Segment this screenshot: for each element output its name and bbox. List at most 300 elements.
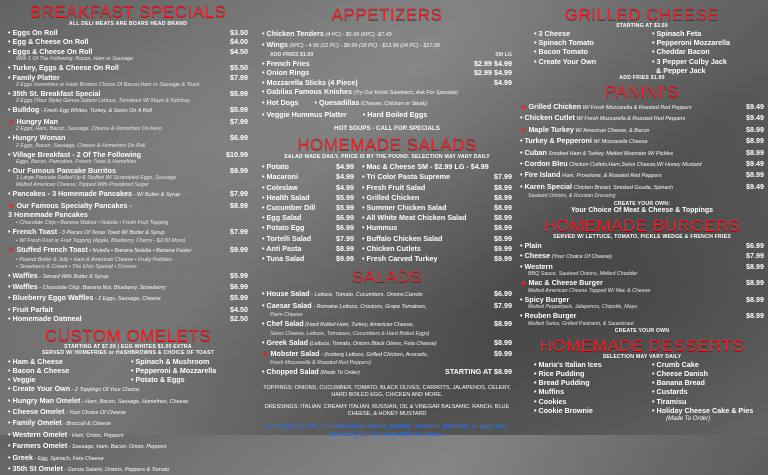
homemade-salad-item-name: • Grilled Chicken	[362, 192, 420, 202]
breakfast-item	[8, 166, 248, 175]
appetizer-item-label: • Mozzarella Sticks (4 Piece)	[262, 77, 358, 87]
panini-item-label: • Cuban	[520, 147, 547, 157]
dessert-item: • Banana Bread	[652, 378, 705, 388]
omelet-item	[8, 384, 248, 395]
homemade-salad-item	[362, 234, 512, 244]
breakfast-item-price: $2.50	[230, 314, 248, 324]
salad-item-label: Mobster Salad	[268, 348, 320, 358]
homemade-salad-item-price: $4.99	[336, 172, 354, 182]
grilled-cheese-item: • 3 Pepper Colby Jack	[652, 56, 727, 66]
homemade-salad-item-price: $6.99	[336, 213, 354, 223]
dessert-item: • Muffins	[534, 387, 565, 397]
breakfast-item	[8, 73, 248, 82]
homemade-salad-item	[262, 172, 354, 182]
homemade-salad-item	[362, 244, 512, 254]
panini-item-detail: Smoked Ham & Turkey, Melted Muenster W/ Pickles	[546, 150, 674, 157]
appetizer-desc-right: SM LG	[495, 51, 512, 58]
breakfast-item-name	[8, 117, 58, 126]
homemade-salad-item-name: • Fresh Fruit Salad	[362, 182, 426, 192]
breakfast-title: BREAKFAST SPECIALS	[29, 2, 227, 21]
toppings-note: TOPPINGS: ONIONS, CUCUMBER, TOMATO, BLACK OLIVES, CARROTS, JALAPENOS, CELERY, HARD BOILED EGG, CHICKEN AND MORE.	[263, 384, 511, 398]
panini-item-name	[520, 182, 673, 193]
omelet-item: • Pepperoni & Mozzarella	[131, 365, 217, 375]
breakfast-item-detail: - 2 Eggs, Sausage, Cheese	[93, 296, 161, 303]
omelet-item	[8, 396, 248, 407]
grilled-cheese-fries: ADD FRIES $1.99	[619, 75, 665, 82]
omelet-item: • Potato & Eggs	[131, 374, 185, 384]
homemade-salad-item-name: • Hummus	[362, 223, 398, 233]
homemade-salad-item	[262, 254, 354, 264]
salad-desc: Fresh Mozzarella & Roasted Red Peppers)	[270, 360, 371, 367]
panini-list	[520, 102, 764, 200]
breakfast-item-price: $4.50	[230, 46, 248, 56]
breakfast-item-label: • Family Platter	[8, 72, 60, 82]
burger-item-name	[520, 295, 569, 304]
homemade-salads-title: HOMEMADE SALADS	[297, 135, 477, 155]
salad-item	[262, 289, 512, 300]
breakfast-item-detail: - W/ Butter & Syrup	[131, 192, 180, 199]
panini-item-name	[520, 113, 685, 124]
panini-desc: Sauteed Onions, & Russian Dressing	[528, 193, 616, 200]
homemade-salad-item-name: • Cucumber Dill	[262, 203, 316, 213]
omelet-grid	[8, 357, 248, 385]
omelet-item-detail: - Ham, Bacon, Sausage, Homefries, Cheese	[80, 398, 189, 405]
breakfast-item-label: Our Famous Specialty Pancakes -	[14, 200, 132, 210]
omelet-item	[8, 441, 248, 452]
salad-item-detail: (Lettuce, Tomato, Onions Black Olives, Feta Cheese)	[308, 340, 437, 347]
salad-item	[262, 338, 512, 349]
breakfast-item-detail: - Chocolate Chip, Banana Nut, Blueberry, Strawberry	[37, 284, 166, 291]
burger-item-detail: (Your Choice Of Cheese)	[550, 253, 612, 260]
breakfast-item-name	[8, 28, 58, 37]
breakfast-item	[8, 63, 248, 72]
breakfast-item-name	[8, 271, 108, 282]
breakfast-item-label: • Eggs & Cheese On Roll	[8, 46, 93, 56]
omelet-item-detail: - 2 Toppings Of Your Choice.	[70, 387, 141, 394]
panini-item-name	[520, 136, 648, 147]
salad-item	[262, 349, 512, 360]
omelet-item-name	[8, 384, 141, 395]
appetizer-item-detail: (4 PC) - $5.99 (6PC) -$7.49	[323, 32, 392, 38]
burger-item-price: $8.99	[746, 311, 764, 321]
homemade-salad-item	[362, 254, 512, 264]
star-icon: ★	[520, 278, 527, 288]
omelets-sub1: STARTING AT $7.99 | EGG WHITES $1.00 EXTRA	[64, 343, 192, 350]
burger-item-label: • Reuben Burger	[520, 311, 577, 321]
breakfast-item-label: • French Toast	[8, 226, 58, 236]
breakfast-item-label: • 35th St. Breakfast Special	[8, 89, 101, 99]
homemade-salad-item-name: • Tortelli Salad	[262, 233, 312, 243]
homemade-salad-item-price: $9.99	[494, 254, 512, 264]
salad-desc: Parm Cheese	[270, 312, 303, 319]
omelets-sub2: SERVED W/ HOMEFRIES or HASHBROWNS & CHOICE OF TOAST	[41, 349, 215, 356]
homemade-salad-item	[362, 203, 512, 213]
dessert-grid	[520, 360, 764, 415]
breakfast-item	[8, 117, 248, 126]
breakfast-desc: 2 Eggs Homefries or Hash Browns Choice Of Bacon,Ham or Sausage & Toast	[16, 82, 200, 89]
homemade-salad-item-name: • Potato Egg	[262, 223, 305, 233]
breakfast-item	[8, 150, 248, 159]
omelet-item-detail: - Genoa Salami, Onions, Peppers & Tomato	[62, 466, 170, 473]
breakfast-desc: 2 Eggs (Your Style) Genoa Salami Lettuce, Tomatoes W/ Mayo & Ketchup	[16, 98, 190, 105]
panini-item-detail: W/ Fresh Mozzarella & Roasted Red Peppers	[574, 116, 686, 123]
salad-desc: Swiss Cheese, Lettuce, Tomatoes, Cucumbers & Hard Boiled Eggs)	[270, 330, 430, 337]
breakfast-item-price: $5.50	[230, 63, 248, 73]
breakfast-desc: With 1 Of The Following: Bacon, Ham or Sausage	[16, 56, 134, 63]
panini-item-price: $8.99	[746, 147, 764, 157]
appetizer-item-name	[262, 29, 392, 40]
breakfast-item-label: • Eggs On Roll	[8, 28, 58, 37]
column-appetizers-salads	[262, 6, 512, 439]
foodborne-warning: • Consuming raw or undercooked meats, poultry, seafood, shellfish, or eggs may increase your risk of foodborne illness.	[265, 422, 509, 438]
appetizer-item	[262, 98, 512, 109]
omelet-item-name	[8, 453, 104, 464]
burger-item-label: • Western	[520, 262, 553, 272]
panini-item	[520, 170, 764, 181]
burgers-subtitle: SERVED W/ LETTUCE, TOMATO, PICKLE WEDGE & FRENCH FRIES	[553, 234, 731, 241]
breakfast-item-detail: - 3 Pieces Of Texas Toast W/ Butter & Syrup	[57, 229, 165, 236]
breakfast-item	[8, 47, 248, 56]
panini-item-label: • Fire Island	[520, 170, 561, 180]
burger-item	[520, 311, 764, 320]
appetizer-item-detail: (Try Our Knish Sandwich, Ask For Specials)	[352, 90, 459, 97]
appetizer-item-name	[262, 68, 309, 77]
appetizer-item-label: • Hot Dogs	[262, 98, 299, 108]
breakfast-item-name	[8, 282, 166, 293]
appetizer-item	[262, 87, 512, 98]
burger-item-price: $7.99	[746, 250, 764, 260]
breakfast-item-price: $3.50	[230, 28, 248, 37]
breakfast-item-label: Stuffed French Toast	[14, 245, 88, 255]
homemade-salad-item	[362, 213, 512, 223]
salad-item-name	[262, 301, 427, 312]
homemade-salad-item	[362, 223, 512, 233]
omelet-item-name	[8, 396, 188, 407]
appetizer-item	[262, 59, 512, 68]
homemade-salad-item-price: $9.99	[494, 243, 512, 253]
breakfast-desc: • Chocolate Chip • Banana Walnut • Nutella • Fresh Fruit Topping	[16, 219, 169, 226]
breakfast-item-price: $10.99	[226, 149, 248, 159]
appetizer-item-label: • Wings	[262, 40, 289, 50]
dessert-item: • Tiramisu	[652, 396, 687, 406]
salad-item-detail: - (Iceberg Lettuce, Grilled Chicken, Avocado,	[319, 351, 429, 358]
omelet-item-label: • Western Omelet	[8, 429, 68, 439]
grilled-cheese-item: • Cheddar Bacon	[652, 47, 710, 57]
grilled-cheese-item: • Pepperoni Mozzarella	[652, 38, 731, 48]
burger-item-name	[520, 262, 553, 271]
breakfast-item-label: • Turkey, Eggs & Cheese On Roll	[8, 63, 119, 73]
homemade-salad-item	[262, 203, 354, 213]
grilled-cheese-item: • Spinach Feta	[652, 29, 702, 38]
appetizer-item-name	[262, 78, 358, 87]
omelet-item-label: • Family Omelet	[8, 418, 62, 428]
panini-item-name	[520, 102, 692, 113]
breakfast-item-detail: - Fresh Egg Whites, Turkey, & Swiss On A Roll	[39, 108, 152, 115]
omelet-item-name	[8, 407, 126, 418]
omelet-item-label: • Cheese Omelet	[8, 406, 65, 416]
breakfast-item-label: • Hungry Woman	[8, 133, 66, 143]
breakfast-item	[8, 133, 248, 142]
breakfast-item-price: $4.00	[230, 37, 248, 47]
omelet-item: • Veggie	[8, 374, 36, 384]
omelet-item	[8, 430, 248, 441]
dressings-note: DRESSINGS: ITALIAN, CREAMY ITALIAN, RUSSIAN, OIL & VINEGAR BALSAMIC, RANCH, BLUE CHEESE, & HONEY MUSTARD	[264, 403, 510, 417]
panini-item-name	[520, 159, 702, 170]
burger-item	[520, 278, 764, 287]
breakfast-item-price: $9.99	[230, 245, 248, 255]
appetizer-item-label: • Chicken Tenders	[262, 29, 324, 38]
appetizer-item-label-2: • Quesadillas	[312, 98, 360, 108]
appetizer-item	[262, 78, 512, 87]
breakfast-item	[8, 271, 248, 282]
omelet-item: • Ham & Cheese	[8, 356, 63, 366]
star-icon: ★	[520, 102, 527, 112]
breakfast-item	[8, 210, 248, 219]
homemade-salad-item-price: $5.99	[336, 192, 354, 202]
breakfast-item-price: $5.99	[230, 270, 248, 280]
homemade-salad-item-price: $8.99	[494, 213, 512, 223]
homemade-salad-item-price: $8.99	[494, 182, 512, 192]
dessert-item: • Cookie Brownie	[534, 405, 593, 415]
panini-item	[520, 182, 764, 193]
burger-item-label: Mac & Cheese Burger	[526, 278, 603, 288]
star-icon: ★	[8, 200, 15, 210]
panini-item-name	[520, 125, 649, 136]
omelet-item-name	[8, 441, 166, 452]
panini-cyo-1: CREATE YOUR OWN:	[613, 201, 671, 208]
grilled-cheese-grid	[520, 29, 764, 66]
breakfast-item-name	[8, 89, 100, 98]
panini-item-detail: W/ Fresh Mozzarella & Roasted Red Peppers	[581, 105, 692, 112]
breakfast-item-price: $4.50	[230, 304, 248, 314]
appetizer-item-label: • French Fries	[262, 58, 310, 68]
appetizer-item-label: • Veggie Hummus Platter	[262, 109, 347, 119]
breakfast-item	[8, 293, 248, 304]
burger-item-name	[520, 311, 576, 320]
breakfast-item-label: • Blueberry Eggo Waffles	[8, 293, 94, 303]
breakfast-desc: 2 Eggs, Ham, Bacon, Sausage, Cheese & Homefries On Hero	[16, 126, 162, 133]
omelets-title: CUSTOM OMELETS	[44, 325, 212, 345]
grilled-cheese-item: • Create Your Own	[534, 56, 597, 66]
homemade-salad-item-price: $8.99	[494, 203, 512, 213]
soups-note: HOT SOUPS - CALL FOR SPECIALS	[334, 125, 440, 133]
appetizer-item	[262, 110, 512, 119]
omelet-item-detail: - Sausage, Ham, Bacon, Onion, Peppers	[67, 444, 167, 451]
breakfast-item-name	[8, 133, 66, 142]
salad-item-name	[262, 319, 414, 330]
panini-item	[520, 136, 764, 147]
homemade-salad-item-price: $8.99	[494, 223, 512, 233]
appetizer-item-label: • Onion Rings	[262, 68, 310, 78]
breakfast-item-detail: • Nutella • Banana Nutella • Banana Foster	[87, 248, 192, 255]
homemade-salad-item-price: $4.99	[336, 162, 354, 172]
burger-desc: Melted American Cheese Topped W/ Mac & Cheese	[528, 287, 651, 294]
omelet-item	[8, 464, 248, 475]
grilled-cheese-item: • Spinach Tomato	[534, 38, 594, 48]
panini-item-price: $9.49	[746, 159, 764, 169]
homemade-salad-item-name: • Coleslaw	[262, 182, 298, 192]
breakfast-item-label: 3 Homemade Pancakes	[8, 210, 88, 220]
salad-item-price: $7.99	[494, 300, 512, 310]
homemade-salad-item-name: • Fresh Carved Turkey	[362, 254, 438, 264]
burger-desc: Melted Swiss, Grilled Pastrami, & Sauerkraut	[528, 320, 634, 327]
breakfast-item-name	[8, 105, 152, 116]
salad-item-label: • Caesar Salad	[262, 300, 312, 310]
salad-item-detail: - Romaine Lettuce, Croutons, Grape Tomatoes,	[311, 303, 427, 310]
breakfast-item-price: $7.99	[230, 189, 248, 199]
dessert-extra: (Made To Order)	[666, 415, 711, 422]
dessert-item: • Cheese Danish	[652, 368, 709, 378]
appetizer-item-name	[262, 40, 440, 51]
omelet-item-name	[8, 430, 124, 441]
homemade-salad-item-price: $8.99	[336, 243, 354, 253]
salad-item-label: • House Salad	[262, 289, 310, 299]
homemade-salad-item-name: • Tuna Salad	[262, 254, 305, 264]
homemade-salads-right	[362, 162, 512, 264]
breakfast-desc: Eggs, Bacon, Pancakes, French Toast & Homefries	[16, 159, 137, 166]
homemade-salad-item	[362, 183, 512, 193]
appetizer-list	[262, 29, 512, 119]
homemade-salad-item	[362, 172, 512, 182]
salad-item-label: • Chopped Salad	[262, 367, 319, 377]
grilled-cheese-extra: & Pepper Jack	[656, 65, 706, 75]
appetizer-item-name	[262, 110, 427, 119]
breakfast-desc: Melted American Cheese, Topped With Powdered Sugar	[16, 182, 149, 189]
grilled-cheese-title: GRILLED CHEESE	[564, 5, 720, 24]
burger-item-label: • Cheese	[520, 250, 551, 260]
homemade-salad-item-name: • Summer Chicken Salad	[362, 203, 447, 213]
panini-item-label: • Turkey & Pepperoni	[520, 136, 592, 146]
homemade-salad-item	[262, 193, 354, 203]
desserts-subtitle: SELECTION MAY VARY DAILY	[602, 353, 682, 360]
panini-item-price: $8.99	[746, 170, 764, 180]
burger-item-label: • Plain	[520, 241, 542, 251]
breakfast-item-name	[8, 245, 191, 256]
breakfast-desc: • Strawberry & Cream • The Elvis Special • S'mores	[16, 263, 137, 270]
omelet-item: • Spinach & Mushroom	[131, 356, 210, 366]
panini-item	[520, 159, 764, 170]
column-breakfast	[8, 3, 248, 475]
dessert-item: • Holiday Cheese Cake & Pies	[652, 405, 754, 415]
dessert-item: • Cookies	[534, 396, 567, 406]
breakfast-item-detail: - Served With Butter & Syrup	[37, 273, 109, 280]
panini-item-label: Maple Turkey	[526, 124, 574, 134]
panini-item-detail: W/ American Cheese, & Bacon	[573, 127, 650, 134]
breakfast-item-name	[8, 189, 180, 200]
breakfast-item-price: $5.99	[230, 293, 248, 303]
breakfast-item-price: $6.99	[230, 133, 248, 143]
panini-item-label: • Karen Special	[520, 181, 573, 191]
salad-item-name	[262, 338, 437, 349]
homemade-salad-item-price: $7.99	[336, 233, 354, 243]
burgers-title: HOMEMADE BURGERS	[543, 216, 741, 236]
appetizer-item-label-2: • Hard Boiled Eggs	[360, 109, 428, 119]
omelet-item: • Bacon & Cheese	[8, 365, 70, 375]
breakfast-item-price: $5.99	[230, 89, 248, 99]
salad-item-name	[262, 289, 423, 300]
breakfast-item-name	[8, 166, 116, 175]
breakfast-item-name	[8, 210, 88, 219]
column-grilled-paninis	[520, 6, 764, 424]
breakfast-item-price: $5.99	[230, 105, 248, 115]
star-icon: ★	[8, 245, 15, 255]
burger-item	[520, 251, 764, 262]
breakfast-item-label: • Waffles	[8, 281, 38, 291]
salad-item	[262, 301, 512, 312]
omelet-item-detail: - Egg, Spinach, Feta Cheese	[32, 455, 104, 462]
panini-item-price: $9.49	[746, 102, 764, 112]
appetizer-item-detail: (Cheese, Chicken or Steak)	[359, 101, 428, 108]
breakfast-item-name	[8, 314, 82, 323]
homemade-salad-item	[362, 193, 512, 203]
breakfast-item-label: • Egg & Cheese On Roll	[8, 37, 89, 47]
breakfast-item-price: $7.99	[230, 72, 248, 82]
breakfast-item-label: • Bulldog	[8, 105, 40, 115]
salad-item-price: $9.99	[494, 348, 512, 358]
breakfast-item-name	[8, 47, 92, 56]
breakfast-item-name	[8, 227, 165, 238]
panini-item	[520, 125, 764, 136]
burger-item-price: $8.99	[746, 262, 764, 272]
homemade-salad-item-name: • Potato	[262, 162, 289, 172]
breakfast-list	[8, 28, 248, 324]
burger-item	[520, 241, 764, 250]
breakfast-item	[8, 201, 248, 210]
salad-item-price: $8.99	[494, 337, 512, 347]
appetizers-title: APPETIZERS	[331, 5, 443, 24]
dessert-item: • Rice Pudding	[534, 368, 585, 378]
homemade-salad-item	[362, 162, 512, 172]
grilled-cheese-item: • Bacon Tomato	[534, 47, 588, 57]
panini-item-detail: W/ Mozzarella Cheese	[591, 139, 648, 146]
salads-title: SALADS	[351, 267, 423, 287]
panini-item-price: $9.49	[746, 181, 764, 191]
homemade-salads-subtitle: SALAD MADE DAILY, PRICE IS BY THE POUND. SELECTION MAY VARY DAILY	[284, 154, 490, 161]
homemade-salad-item	[262, 234, 354, 244]
star-icon: ★	[8, 116, 15, 126]
breakfast-item-price: $7.99	[230, 226, 248, 236]
breakfast-item-name	[8, 305, 53, 314]
burger-item	[520, 262, 764, 271]
breakfast-item-label: • Village Breakfast - 2 Of The Following	[8, 149, 141, 159]
appetizer-desc	[262, 52, 512, 59]
breakfast-item	[8, 189, 248, 200]
breakfast-item	[8, 105, 248, 116]
panini-item-price: $9.49	[746, 113, 764, 123]
breakfast-item	[8, 37, 248, 46]
homemade-salad-item	[262, 223, 354, 233]
breakfast-item-price: $9.99	[230, 166, 248, 176]
breakfast-item-label: • Homemade Oatmeal	[8, 314, 82, 324]
homemade-salad-item-name: • Buffalo Chicken Salad	[362, 233, 443, 243]
breakfast-item	[8, 245, 248, 256]
homemade-salad-item	[262, 213, 354, 223]
breakfast-desc: 2 Eggs, Bacon, Sausage, Cheese & Homefries On Roll	[16, 142, 146, 149]
dessert-item: • Bread Pudding	[534, 378, 590, 388]
homemade-salad-item-price: $9.99	[336, 254, 354, 264]
homemade-salad-item-name: • Tri Color Pasta Supreme	[362, 172, 450, 182]
breakfast-item-label: Hungry Man	[14, 116, 58, 126]
panini-item-name	[520, 170, 662, 181]
breakfast-item	[8, 282, 248, 293]
salad-item-label: • Chef Salad	[262, 319, 304, 329]
panini-item	[520, 148, 764, 159]
appetizer-item-price: $4.99	[494, 77, 512, 87]
homemade-salad-item-name: • Macaroni	[262, 172, 299, 182]
homemade-salad-item-price: $8.99	[494, 192, 512, 202]
salad-item-detail: (Made To Order)	[318, 370, 360, 377]
salad-item-name	[262, 349, 428, 360]
